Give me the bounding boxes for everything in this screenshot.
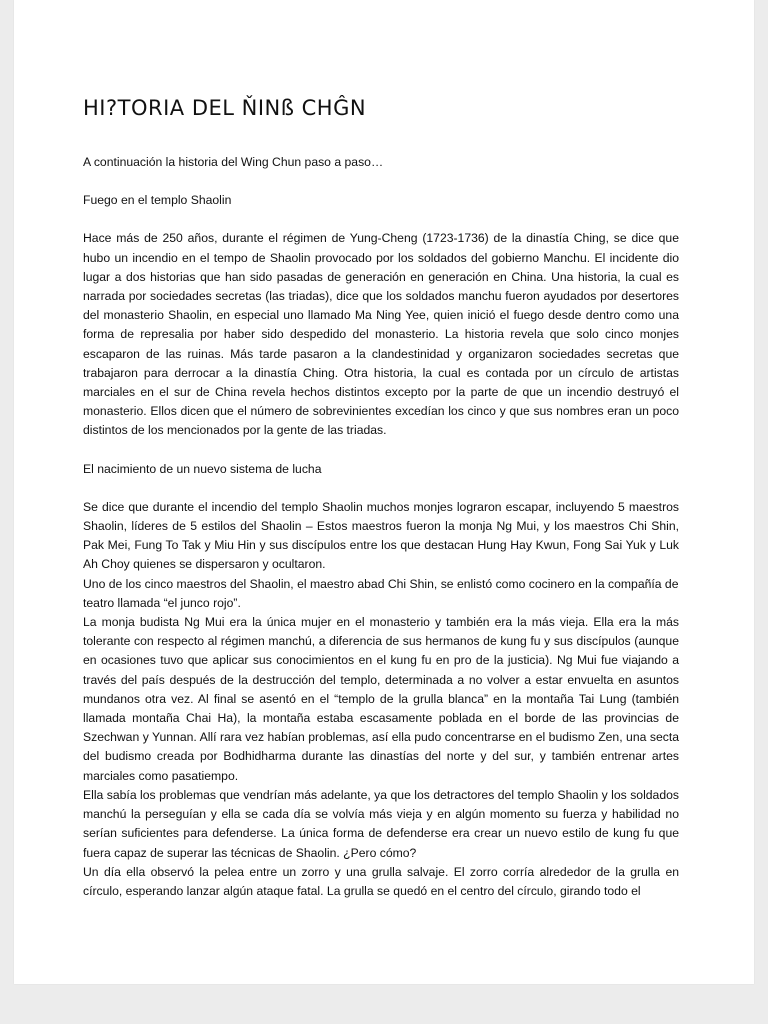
section-heading-fuego: Fuego en el templo Shaolin [83,193,232,208]
section2-paragraph-2: Uno de los cinco maestros del Shaolin, el maestro abad Chi Shin, se enlistó como cocinero en la compañía de teatro llamada “el junco rojo”. [83,576,679,610]
document-body [83,96,679,901]
intro-paragraph: A continuación la historia del Wing Chun paso a paso… [83,155,384,169]
section2-paragraph-1: Se dice que durante el incendio del templo Shaolin muchos monjes lograron escapar, incluyendo 5 maestros Shaolin, líderes de 5 estilos del Shaolin – Estos maestros fueron la monja Ng Mui, y los maestros Chi Shin, Pak Mei, Fung To Tak y Miu Hin y sus discípulos entre los que destacan Hung Hay Kwun, Fong Sai Yuk y Luk Ah Choy quienes se dispersaron y ocultaron. [83,499,679,572]
document-page [14,0,754,984]
section2-paragraph-4: Ella sabía los problemas que vendrían más adelante, ya que los detractores del templo Shaolin y los soldados manchú la perseguían y ella se cada día se volvía más vieja y en algún momento su fuerza y habilidad no serían suficientes para defenderse. La única forma de defenderse era crear un nuevo estilo de kung fu que fuera capaz de superar las técnicas de Shaolin. ¿Pero cómo? [83,787,679,860]
section-heading-nacimiento: El nacimiento de un nuevo sistema de lucha [83,461,322,476]
document-title: HI?TORIA DEL ŇINß CHĜN [83,96,367,120]
section2-paragraph-5: Un día ella observó la pelea entre un zorro y una grulla salvaje. El zorro corría alrededor de la grulla en círculo, esperando lanzar algún ataque fatal. La grulla se quedó en el centro del círculo, girando todo el [83,864,679,898]
section2-paragraph-3: La monja budista Ng Mui era la única mujer en el monasterio y también era la más vieja. Ella era la más tolerante con respecto al régimen manchú, a diferencia de sus hermanos de kung fu y sus discípulos (aunque en ocasiones tuvo que aplicar sus conocimientos en el kung fu en pro de la justicia). Ng Mui fue viajando a través del país después de la destrucción del templo, determinada a no volver a estar envuelta en asuntos mundanos otra vez. Al final se asentó en el “templo de la grulla blanca” en la montaña Tai Lung (también llamada montaña Chai Ha), la montaña estaba escasamente poblada en el borde de las provincias de Szechwan y Yunnan. Allí rara vez habían problemas, así ella pudo concentrarse en el budismo Zen, una secta del budismo creada por Bodhidharma durante las dinastías del norte y del sur, y también entrenar artes marciales como pasatiempo. [83,615,679,783]
section1-paragraph: Hace más de 250 años, durante el régimen de Yung-Cheng (1723-1736) de la dinastía Ching, se dice que hubo un incendio en el tempo de Shaolin provocado por los soldados del gobierno Manchu. El incidente dio lugar a dos historias que han sido pasadas de generación en generación en China. Una historia, la cual es narrada por sociedades secretas (las triadas), dice que los soldados manchu fueron ayudados por desertores del monasterio Shaolin, en especial uno llamado Ma Ning Yee, quien inició el fuego desde dentro como una forma de represalia por haber sido despedido del monasterio. La historia revela que solo cinco monjes escaparon de las ruinas. Más tarde pasaron a la clandestinidad y organizaron sociedades secretas que trabajaron para derrocar a la dinastía Ching. Otra historia, la cual es contada por un círculo de artistas marciales en el sur de China revela hechos distintos excepto por la parte de que un incendio destruyó el monasterio. Ellos dicen que el número de sobrevinientes excedían los cinco y que sus nombres eran un poco distintos de los mencionados por la gente de las triadas. [83,231,679,438]
